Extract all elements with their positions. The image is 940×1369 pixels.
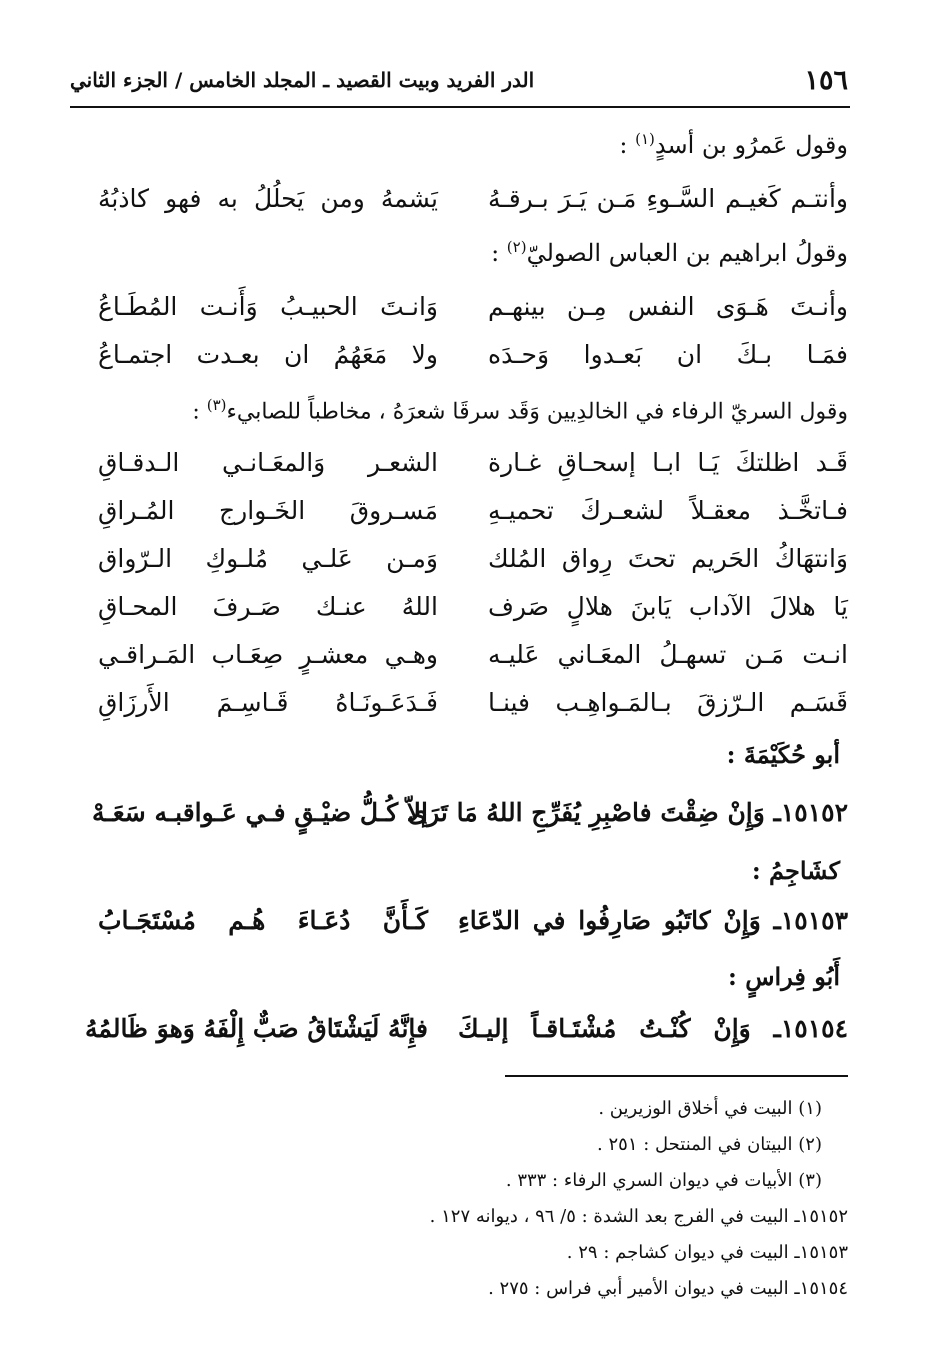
footnote-marker: (١) [635, 130, 655, 148]
verse-first-hemistich: قَـد اظلتكَ يَـا ابـا إسحـاقِ غـارة [488, 448, 848, 477]
verse-second-hemistich: اللهُ عنـك صَـرفَ المحـاقِ [98, 592, 438, 621]
footnote: ١٥١٥٤ـ البيت في ديوان الأمير أبي فراس : ٢٧٥ . [488, 1278, 848, 1299]
footnote-marker: (٢) [506, 238, 527, 256]
verse-number: ١٥١٥٤ [780, 1014, 848, 1043]
footnote: (٢) البيتان في المنتحل : ٢٥١ . [597, 1134, 822, 1155]
intro-line [100, 238, 848, 267]
verse-first-hemistich [407, 798, 848, 844]
verse-line [98, 592, 848, 638]
verse-second-hemistich: وَمـن عَلـي مُلـوكِ الـرّواق [98, 544, 438, 573]
intro-text: وقولُ ابراهيم بن العباس الصوليّ [526, 239, 848, 267]
verse-second-hemistich: فإِنَّهُ لَيَشْتَاقُ صَبٌّ إِلْفَهُ وَهوَ ظَالمُهُ [84, 1014, 428, 1043]
verse-first-hemistich: وَانتهَاكُ الحَريم تحتَ رِواق المُلك [488, 544, 848, 573]
verse-text: ـ وَإِنْ كُنْـتُ مُشْتَـاقـاً إليـكَ [458, 1014, 781, 1043]
verse-second-hemistich: فَـدَعَـونَـاهُ قَـاسِـمَ الأَرزَاقِ [98, 688, 438, 717]
footnote-marker: (٣) [206, 396, 227, 414]
verse-first-hemistich: وأنـتَ هَـوَى النفس مِـن بينهـم [488, 292, 848, 321]
intro-colon: : [491, 239, 507, 267]
intro-text: وقول السريّ الرفاء في الخالدِيين وَقَد سرقَا شعرَهُ ، مخاطباً للصابيء [226, 399, 848, 425]
numbered-verse [92, 798, 848, 844]
verse-line [98, 292, 848, 338]
verse-second-hemistich: الشعـر وَالمعَـانـي الـدقـاقِ [98, 448, 438, 477]
verse-first-hemistich [458, 1014, 848, 1060]
verse-second-hemistich: ولا مَعَهُمُ ان بعـدت اجتمـاعُ [98, 340, 438, 369]
numbered-verse [84, 1014, 848, 1060]
verse-text: ـ وَإِنْ كاتَبُو صَارِفُوا في الدّعَاءِ [458, 906, 781, 935]
verse-first-hemistich: انـت مَـن تسهـلُ المعَـاني عَليـه [488, 640, 848, 669]
poet-name: أَبُو فِراسٍ : [728, 962, 840, 991]
intro-colon: : [619, 131, 636, 159]
running-title: الدر الفريد وبيت القصيد ـ المجلد الخامس / الجزء الثاني [70, 68, 535, 92]
verse-line [98, 688, 848, 734]
footnote-divider [505, 1075, 848, 1077]
intro-colon: : [192, 399, 207, 425]
footnote: ١٥١٥٣ـ البيت في ديوان كشاجم : ٢٩ . [566, 1242, 848, 1263]
verse-second-hemistich: إلاّ كُـلُّ ضيْـقٍ فـي عَـواقبـه سَعَـهْ [92, 798, 428, 827]
verse-first-hemistich: وأنتـم كَغيـم السَّـوءِ مَـن يَـرَ بـرقـهُ [488, 184, 848, 213]
header-divider [70, 106, 850, 108]
numbered-verse [98, 906, 848, 952]
verse-number: ١٥١٥٢ [780, 798, 848, 827]
intro-text: وقول عَمرُو بن أسدٍ [654, 131, 848, 159]
verse-second-hemistich: وَانـتَ الحبيـبُ وَأَنـت المُطَـاعُ [98, 292, 438, 321]
verse-line [98, 544, 848, 590]
verse-text: ـ وَإِنْ ضِقْتَ فاصْبِرِ يُفَرِّجِ اللهُ مَا تَرَى [407, 798, 781, 827]
poet-name: كشَاجِمُ : [751, 856, 840, 885]
verse-second-hemistich: كَـأَنَّ دُعَـاءَ هُـم مُسْتَجَـابُ [98, 906, 428, 935]
intro-line [100, 130, 848, 159]
footnote: ١٥١٥٢ـ البيت في الفرج بعد الشدة : ٥/ ٩٦ ، ديوانه ١٢٧ . [429, 1206, 848, 1227]
verse-first-hemistich: قَسَـم الـرّزقَ بـالمَـواهِـب فينـا [488, 688, 848, 717]
footnote: (٣) الأبيات في ديوان السري الرفاء : ٣٣٣ . [505, 1170, 822, 1191]
verse-second-hemistich: يَشمهُ ومن يَحلُلُ به فهو كاذبُهُ [98, 184, 438, 213]
verse-line [98, 340, 848, 386]
verse-first-hemistich: فمَـا بـكَ ان بَعـدوا وَحـدَه [488, 340, 848, 369]
verse-line [98, 184, 848, 230]
poet-name: أبو حُكَيْمَةَ : [726, 740, 840, 769]
verse-first-hemistich: فـاتخَّـذ معقـلاً لشعـركَ تحميـهِ [488, 496, 848, 525]
verse-line [98, 640, 848, 686]
verse-first-hemistich [458, 906, 848, 952]
verse-number: ١٥١٥٣ [780, 906, 848, 935]
verse-second-hemistich: مَسـروقَ الخَـوارج المُـراقِ [98, 496, 438, 525]
intro-line [100, 396, 848, 424]
page-number: ١٥٦ [804, 64, 848, 96]
verse-second-hemistich: وهـي معشـرٍ صِعَـاب المَـراقـي [98, 640, 438, 669]
page-header [70, 58, 848, 102]
verse-line [98, 496, 848, 542]
verse-line [98, 448, 848, 494]
verse-first-hemistich: يَا هلالَ الآداب يَابنَ هلالٍ صَرف [488, 592, 848, 621]
footnote: (١) البيت في أخلاق الوزيرين . [598, 1098, 822, 1119]
